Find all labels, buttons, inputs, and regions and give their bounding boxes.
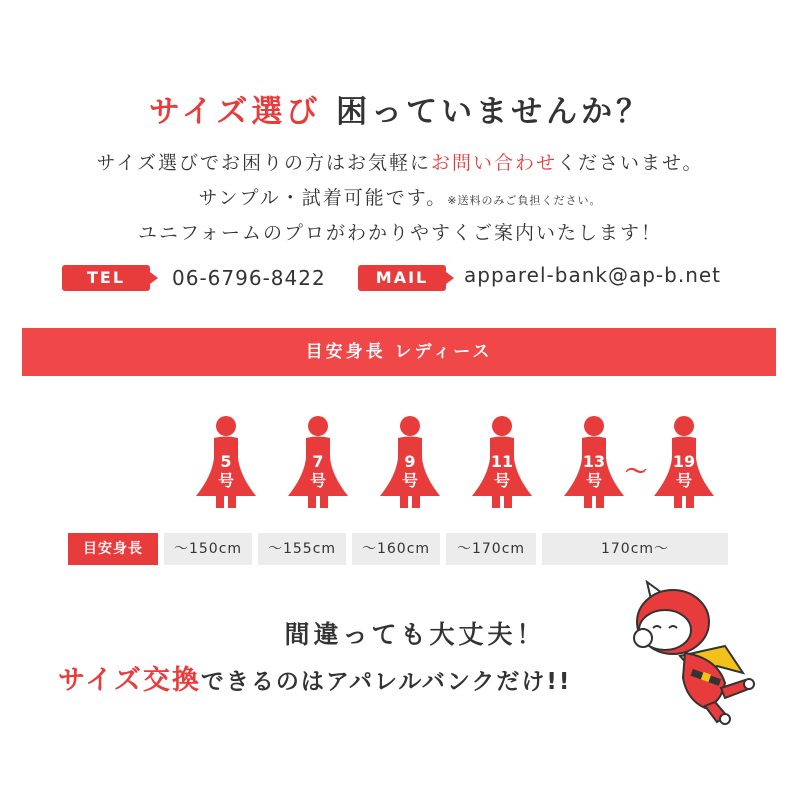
size-unit: 号 — [401, 471, 418, 490]
headline-red: サイズ選び — [148, 94, 322, 130]
size-number: 13 — [582, 452, 606, 471]
size-figure-5 — [194, 416, 258, 508]
height-cell-11: ～170cm — [446, 533, 536, 565]
intro-line-2-text: サンプル・試着可能です。 — [198, 187, 448, 209]
mail-address[interactable]: apparel-bank@ap-b.net — [464, 263, 722, 287]
size-unit: 号 — [493, 471, 510, 490]
size-figure-19 — [652, 416, 716, 508]
bottom-line-2 — [58, 658, 571, 697]
size-number: 5 — [220, 452, 232, 471]
size-label — [562, 452, 626, 490]
inquiry-link[interactable]: お問い合わせ — [431, 152, 558, 174]
tel-number[interactable]: 06-6796-8422 — [172, 266, 326, 290]
intro-line-1-a: サイズ選びでお困りの方はお気軽に — [96, 152, 432, 174]
tel-label: TEL — [62, 265, 150, 291]
mail-label: MAIL — [358, 265, 446, 291]
headline-rest: 困っていませんか？ — [336, 94, 652, 130]
mascot-character — [625, 578, 760, 728]
size-unit: 号 — [309, 471, 326, 490]
size-number: 19 — [672, 452, 696, 471]
intro-line-2 — [0, 183, 800, 210]
intro-line-1 — [0, 148, 800, 175]
intro-line-1-b: くださいませ。 — [557, 152, 704, 174]
range-tilde: 〜 — [625, 460, 648, 485]
height-cell-9: ～160cm — [352, 533, 440, 565]
intro-line-3: ユニフォームのプロがわかりやすくご案内いたします！ — [137, 222, 663, 244]
height-cell-5: ～150cm — [164, 533, 252, 565]
size-unit: 号 — [585, 471, 602, 490]
size-figure-11 — [470, 416, 534, 508]
shipping-note: ※送料のみご負担ください。 — [447, 194, 602, 207]
size-figure-9 — [378, 416, 442, 508]
size-figure-7 — [286, 416, 350, 508]
size-unit: 号 — [675, 471, 692, 490]
size-exchange-text: サイズ交換 — [58, 665, 201, 696]
height-cell-13-19: 170cm～ — [542, 533, 728, 565]
height-cell-7: ～155cm — [258, 533, 346, 565]
size-banner: 目安身長 レディース — [22, 328, 776, 376]
size-label — [286, 452, 350, 490]
size-figure-13 — [562, 416, 626, 508]
size-number: 9 — [404, 452, 416, 471]
size-label — [194, 452, 258, 490]
size-label — [652, 452, 716, 490]
bottom-line-2-rest: できるのはアパレルバンクだけ!! — [200, 669, 572, 695]
size-number: 7 — [312, 452, 324, 471]
bottom-line-1: 間違っても大丈夫！ — [284, 620, 546, 649]
size-unit: 号 — [217, 471, 234, 490]
size-label — [378, 452, 442, 490]
headline — [0, 86, 800, 131]
size-label — [470, 452, 534, 490]
height-row-header: 目安身長 — [68, 533, 158, 565]
size-number: 11 — [490, 452, 514, 471]
